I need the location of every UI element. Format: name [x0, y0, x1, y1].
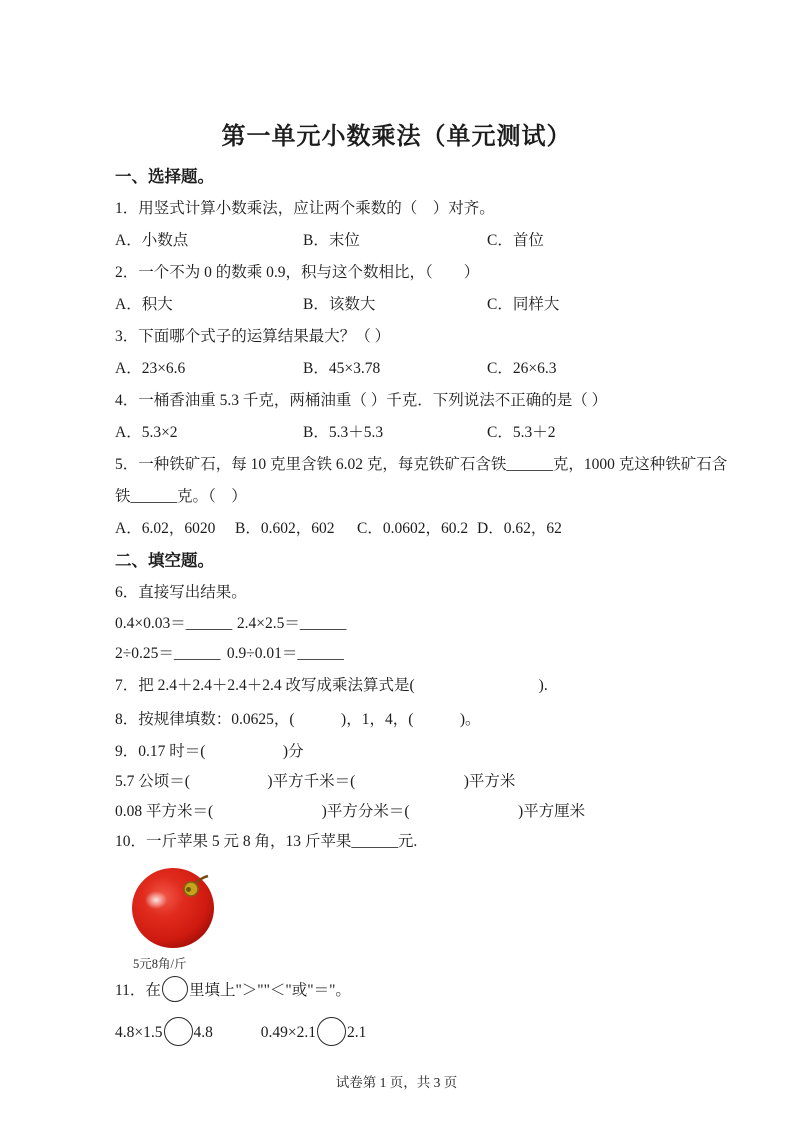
question-1-options: [115, 225, 693, 257]
question-2-text: 2．一个不为 0 的数乘 0.9，积与这个数相比，（ ）: [115, 264, 480, 281]
question-5-text-line2: 铁______克。（ ）: [115, 488, 247, 505]
calc-expression: 0.4×0.03＝______: [115, 615, 233, 632]
question-6-text: 6．直接写出结果。: [115, 584, 247, 601]
question-9-line2: 5.7 公顷＝( )平方千米＝( )平方米: [115, 773, 516, 790]
question-6-row2: [115, 639, 693, 669]
calc-expression: 2÷0.25＝______: [115, 645, 221, 662]
comparison-item: [115, 1024, 217, 1041]
footer-page-number: 试卷第 1 页，共 3 页: [335, 1075, 458, 1090]
option-5b: B．0.602，602: [235, 520, 335, 537]
option-5a: A．6.02，6020: [115, 520, 216, 537]
question-7-text: 7．把 2.4＋2.4＋2.4＋2.4 改写成乘法算式是( ).: [115, 677, 548, 694]
option-3c: C．26×6.3: [487, 360, 557, 377]
section-heading-fill: 二、填空题。: [115, 551, 214, 570]
question-3-text: 3．下面哪个式子的运算结果最大？（ ）: [115, 328, 391, 345]
question-11-suffix: 里填上"＞""＜"或"＝"。: [188, 982, 351, 999]
question-1-text: 1．用竖式计算小数乘法，应让两个乘数的（ ）对齐。: [115, 200, 495, 217]
comparison-left: 4.8×1.5: [115, 1024, 163, 1041]
option-3a: A．23×6.6: [115, 360, 186, 377]
option-1a: A．小数点: [115, 232, 189, 249]
question-11-prefix: 11．在: [115, 982, 161, 999]
question-2-options: [115, 289, 693, 321]
question-9-line3: 0.08 平方米＝( )平方分米＝( )平方厘米: [115, 803, 586, 820]
option-5d: D．0.62，62: [477, 520, 562, 537]
option-4a: A．5.3×2: [115, 424, 178, 441]
option-2b: B．该数大: [303, 296, 376, 313]
apple-image: [130, 863, 218, 949]
question-11-comparisons: [115, 1012, 693, 1054]
option-2a: A．积大: [115, 296, 173, 313]
question-11-text: [115, 972, 693, 1010]
question-5-options: [115, 513, 693, 545]
comparison-item: [261, 1024, 367, 1041]
comparison-right: 2.1: [347, 1024, 367, 1041]
question-4-text: 4．一桶香油重 5.3 千克，两桶油重（ ）千克．下列说法不正确的是（ ）: [115, 392, 608, 409]
question-8-text: 8．按规律填数：0.0625，( )，1，4，( )。: [115, 711, 481, 728]
option-1c: C．首位: [487, 232, 544, 249]
question-4-options: [115, 417, 693, 449]
option-4b: B．5.3＋5.3: [303, 424, 384, 441]
comparison-right: 4.8: [193, 1024, 213, 1041]
option-3b: B．45×3.78: [303, 360, 381, 377]
option-1b: B．末位: [303, 232, 360, 249]
price-caption: 5元8角/斤: [133, 957, 187, 971]
calc-expression: 0.9÷0.01＝______: [226, 645, 344, 662]
question-3-options: [115, 353, 693, 385]
apple-figure: [130, 863, 693, 972]
option-5c: C．0.0602，60.2: [357, 520, 469, 537]
compare-circle-icon: [317, 1017, 346, 1046]
paper-content: [0, 153, 793, 1054]
question-5-text-line1: 5．一种铁矿石，每 10 克里含铁 6.02 克，每克铁矿石含铁______克，1000 克这种铁矿石含: [115, 456, 728, 473]
question-6-row1: [115, 609, 693, 639]
option-2c: C．同样大: [487, 296, 560, 313]
compare-circle-icon: [164, 1017, 193, 1046]
section-heading-choice: 一、选择题。: [115, 167, 214, 186]
question-9-text: 9．0.17 时＝( )分: [115, 743, 304, 760]
compare-circle-icon: [162, 976, 188, 1002]
calc-expression: 2.4×2.5＝______: [236, 615, 347, 632]
comparison-left: 0.49×2.1: [260, 1024, 316, 1041]
question-10-text: 10．一斤苹果 5 元 8 角，13 斤苹果______元.: [115, 833, 418, 850]
page-title: 第一单元小数乘法（单元测试）: [221, 124, 572, 150]
option-4c: C．5.3＋2: [487, 424, 556, 441]
